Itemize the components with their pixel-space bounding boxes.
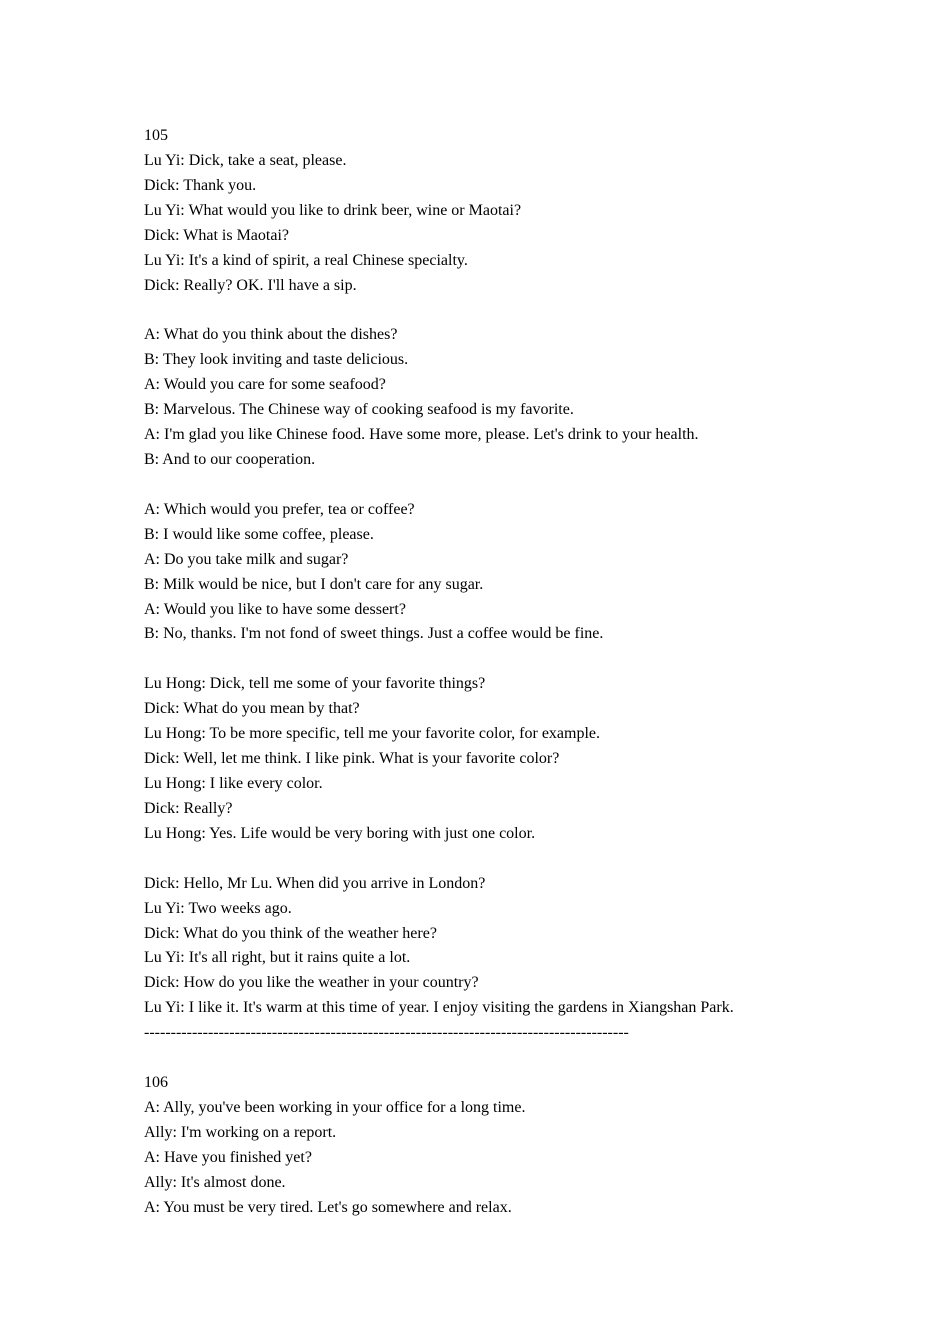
dialogue-line: Lu Hong: I like every color. xyxy=(144,774,323,792)
dialogue-line: Dick: Really? OK. I'll have a sip. xyxy=(144,276,357,294)
dialogue-line: A: I'm glad you like Chinese food. Have some more, please. Let's drink to your health. xyxy=(144,426,699,444)
dialogue-line: A: Which would you prefer, tea or coffee? xyxy=(144,500,415,518)
dialogue-line: A: Do you take milk and sugar? xyxy=(144,550,349,568)
dialogue-line: B: I would like some coffee, please. xyxy=(144,525,374,543)
dialogue-line: Dick: Well, let me think. I like pink. What is your favorite color? xyxy=(144,750,560,768)
dialogue-line: Lu Yi: It's a kind of spirit, a real Chinese specialty. xyxy=(144,251,468,269)
dialogue-line: Dick: Thank you. xyxy=(144,176,257,194)
dialogue-line: Lu Hong: To be more specific, tell me your favorite color, for example. xyxy=(144,725,601,743)
dialogue-line: A: Ally, you've been working in your office for a long time. xyxy=(144,1098,526,1116)
blank-line xyxy=(144,647,924,672)
dialogue-line: A: Would you like to have some dessert? xyxy=(144,600,406,618)
dialogue-line: A: Would you care for some seafood? xyxy=(144,376,386,394)
dialogue-line: B: No, thanks. I'm not fond of sweet things. Just a coffee would be fine. xyxy=(144,625,604,643)
dialogue-line: Dick: Hello, Mr Lu. When did you arrive in London? xyxy=(144,874,486,892)
dialogue-line: Ally: It's almost done. xyxy=(144,1173,286,1191)
dialogue-line: Dick: What is Maotai? xyxy=(144,226,289,244)
separator-line: ------------------------------------------------------------------------------------------- xyxy=(144,1024,629,1042)
dialogue-line: Dick: What do you mean by that? xyxy=(144,700,360,718)
dialogue-line: B: Marvelous. The Chinese way of cooking seafood is my favorite. xyxy=(144,401,574,419)
blank-line xyxy=(144,473,924,498)
dialogue-line: Dick: Really? xyxy=(144,799,233,817)
dialogue-line: Ally: I'm working on a report. xyxy=(144,1123,337,1141)
blank-line xyxy=(144,847,924,872)
dialogue-line: A: What do you think about the dishes? xyxy=(144,326,398,344)
section-number: 106 xyxy=(144,1074,168,1092)
dialogue-line: B: They look inviting and taste delicious. xyxy=(144,351,409,369)
dialogue-line: B: And to our cooperation. xyxy=(144,450,316,468)
dialogue-line: Dick: How do you like the weather in your country? xyxy=(144,974,479,992)
dialogue-line: Lu Yi: It's all right, but it rains quite a lot. xyxy=(144,949,411,967)
dialogue-line: Lu Yi: What would you like to drink beer, wine or Maotai? xyxy=(144,201,522,219)
dialogue-line: Lu Hong: Yes. Life would be very boring with just one color. xyxy=(144,824,536,842)
dialogue-line: B: Milk would be nice, but I don't care for any sugar. xyxy=(144,575,484,593)
dialogue-line: A: You must be very tired. Let's go somewhere and relax. xyxy=(144,1198,512,1216)
blank-line xyxy=(144,298,924,323)
dialogue-line: Lu Hong: Dick, tell me some of your favorite things? xyxy=(144,675,486,693)
dialogue-line: Lu Yi: Two weeks ago. xyxy=(144,899,292,917)
section-number: 105 xyxy=(144,127,168,144)
dialogue-line: A: Have you finished yet? xyxy=(144,1148,312,1166)
dialogue-line: Lu Yi: I like it. It's warm at this time of year. I enjoy visiting the gardens in Xiangshan Park. xyxy=(144,999,734,1017)
dialogue-line: Dick: What do you think of the weather here? xyxy=(144,924,437,942)
document-body xyxy=(144,124,924,1221)
dialogue-line: Lu Yi: Dick, take a seat, please. xyxy=(144,151,347,169)
blank-line xyxy=(144,1046,924,1071)
